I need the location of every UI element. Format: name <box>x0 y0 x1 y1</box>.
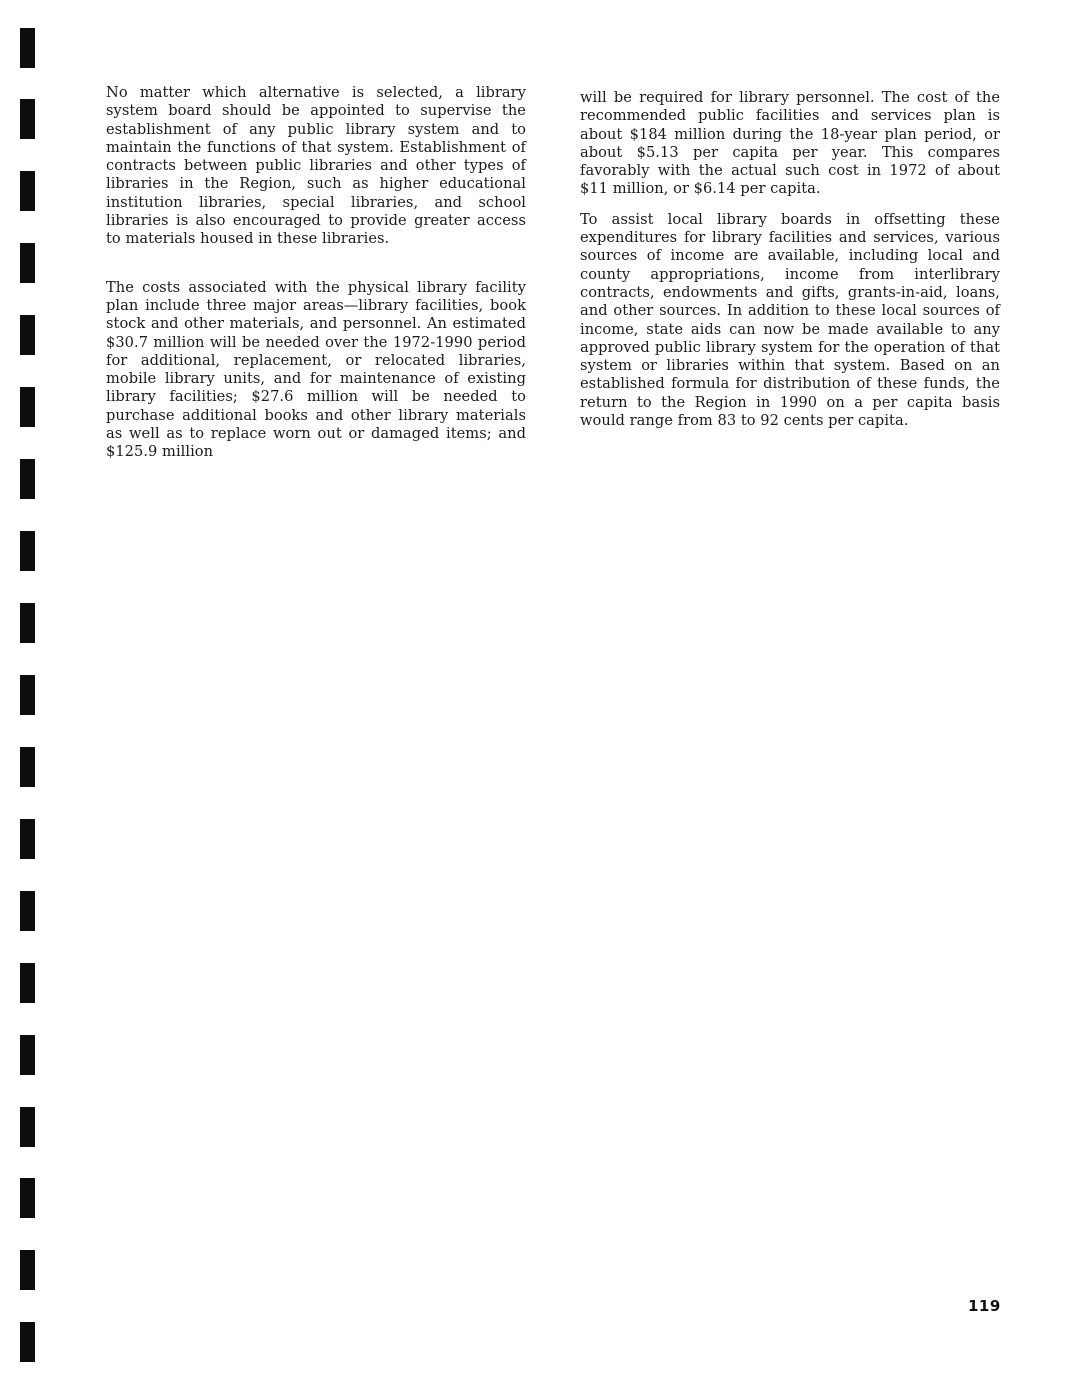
binding-mark <box>20 1178 35 1218</box>
binding-mark <box>20 1250 35 1290</box>
page-number: 119 <box>968 1297 1001 1315</box>
binding-mark <box>20 819 35 859</box>
binding-mark <box>20 99 35 139</box>
binding-mark <box>20 963 35 1003</box>
body-paragraph: To assist local library boards in offsetting these expenditures for library facilities and services, various sources of income are available, including local and county appropriations, income from interlibrary contracts, endowments and gifts, grants-in-aid, loans, and other sources. In addition to these local sources of income, state aids can now be made available to any approved public library system for the operation of that system or libraries within that system. Based on an established formula for distribution of these funds, the return to the Region in 1990 on a per capita basis would range from 83 to 92 cents per capita. <box>580 210 1000 430</box>
binding-mark <box>20 747 35 787</box>
binding-marks <box>20 0 36 1380</box>
binding-mark <box>20 315 35 355</box>
binding-mark <box>20 387 35 427</box>
binding-mark <box>20 603 35 643</box>
binding-mark <box>20 1035 35 1075</box>
binding-mark <box>20 243 35 283</box>
right-text-column <box>580 89 1000 430</box>
binding-mark <box>20 28 35 68</box>
binding-mark <box>20 1322 35 1362</box>
binding-mark <box>20 1107 35 1147</box>
binding-mark <box>20 531 35 571</box>
body-paragraph: No matter which alternative is selected, a library system board should be appointed to supervise the establishment of any public library system and to maintain the functions of that system. Establishment of contracts between public libraries and other types of libraries in the Region, such as higher educational institution libraries, special libraries, and school libraries is also encouraged to provide greater access to materials housed in these libraries. <box>106 84 526 248</box>
left-text-column <box>106 84 526 462</box>
binding-mark <box>20 675 35 715</box>
binding-mark <box>20 171 35 211</box>
body-paragraph: The costs associated with the physical library facility plan include three major areas—library facilities, book stock and other materials, and personnel. An estimated $30.7 million will be needed over the 1972-1990 period for additional, replacement, or relocated libraries, mobile library units, and for maintenance of existing library facilities; $27.6 million will be needed to purchase additional books and other library materials as well as to replace worn out or damaged items; and $125.9 million <box>106 278 526 461</box>
body-paragraph: will be required for library personnel. The cost of the recommended public facilities and services plan is about $184 million during the 18-year plan period, or about $5.13 per capita per year. This compares favorably with the actual such cost in 1972 of about $11 million, or $6.14 per capita. <box>580 89 1000 198</box>
binding-mark <box>20 891 35 931</box>
binding-mark <box>20 459 35 499</box>
